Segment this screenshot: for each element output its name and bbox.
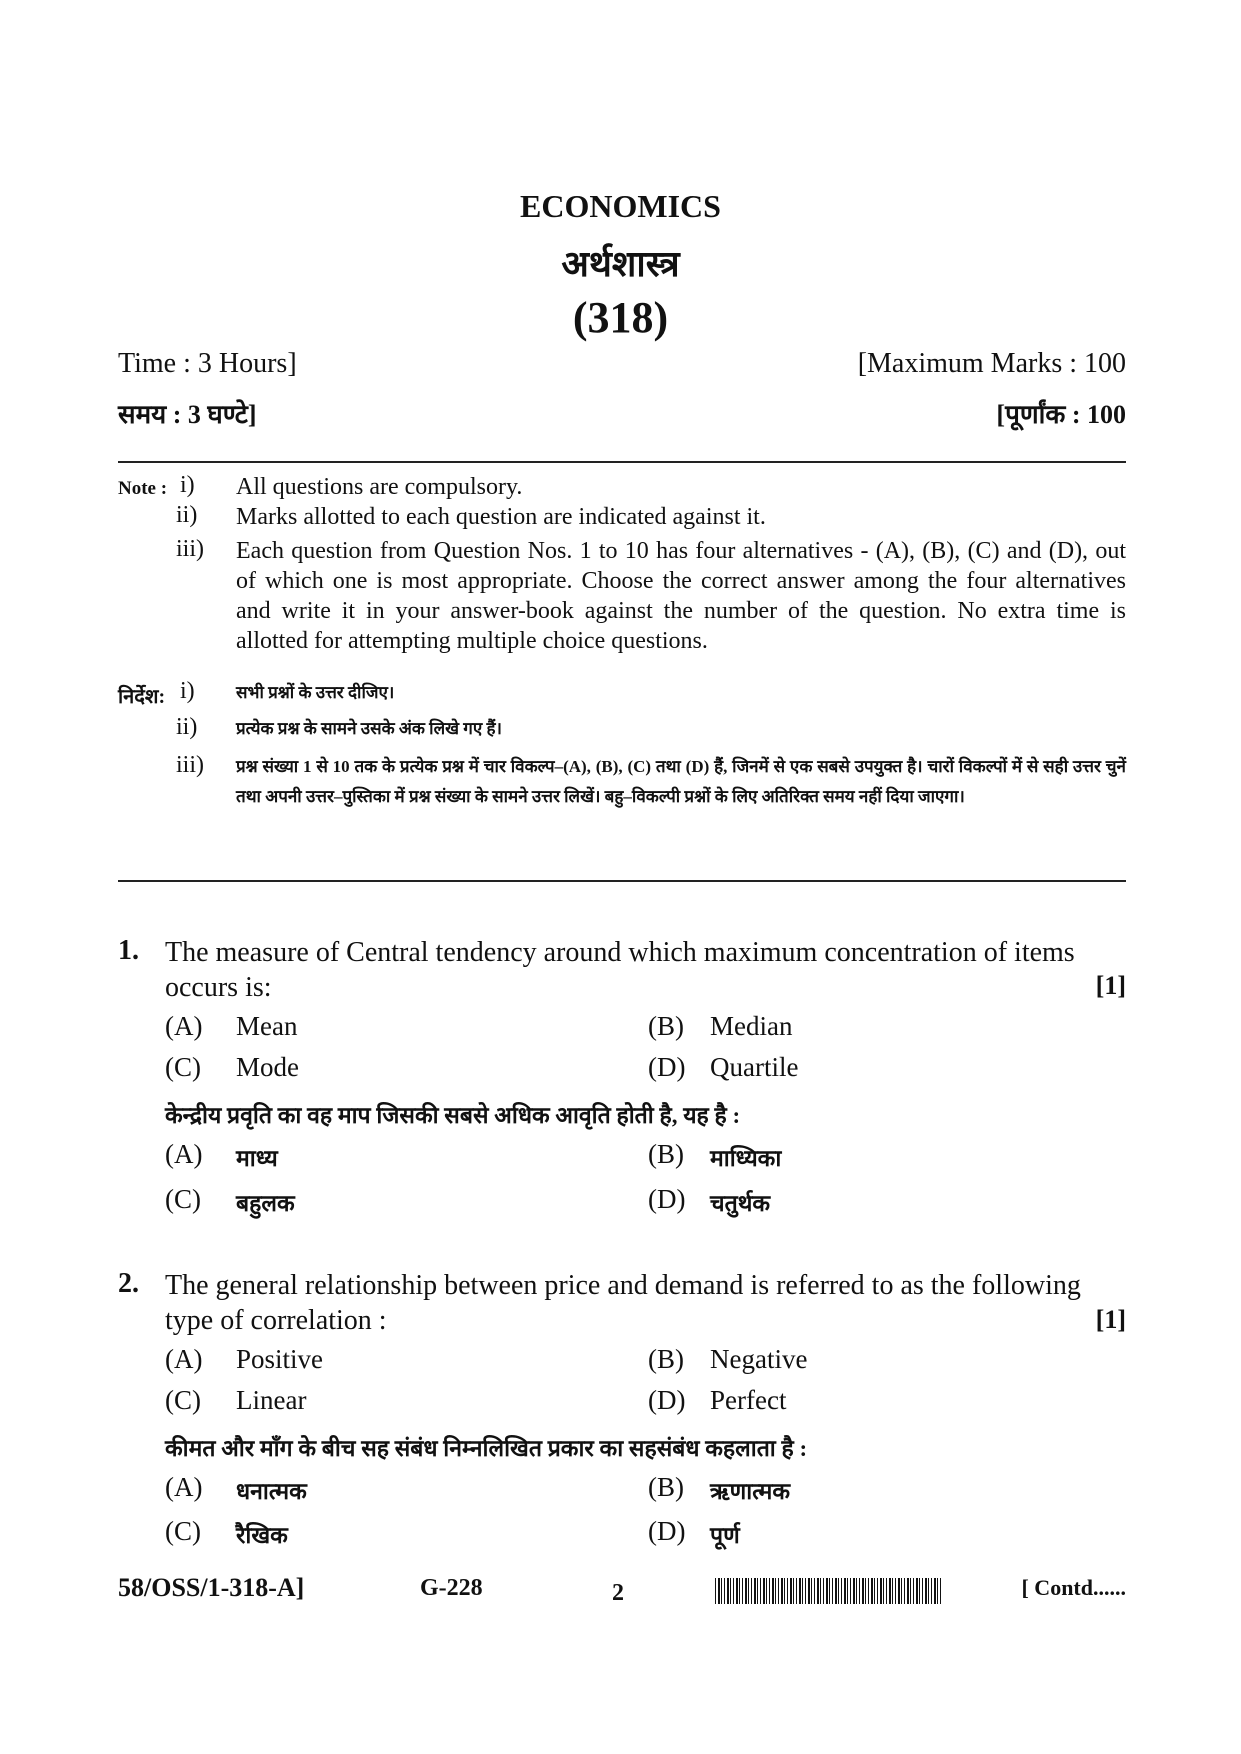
barcode-image	[715, 1578, 943, 1604]
note-text: Marks allotted to each question are indicated against it.	[236, 504, 766, 530]
question-text-hindi: केन्द्रीय प्रवृति का वह माप जिसकी सबसे अधिक आवृति होती है, यह है :	[165, 1103, 741, 1128]
time-hindi: समय : 3 घण्टे]	[118, 400, 257, 429]
max-marks-hindi: [पूर्णांक : 100	[996, 400, 1126, 429]
question-marks: [1]	[1095, 1305, 1126, 1334]
directions-label: निर्देश:	[118, 686, 166, 708]
note-text: All questions are compulsory.	[236, 474, 523, 500]
option-text: Negative	[710, 1344, 808, 1374]
option-letter: (A)	[165, 1139, 203, 1169]
subject-title-hindi: अर्थशास्त्र	[561, 244, 680, 284]
direction-text: सभी प्रश्नों के उत्तर दीजिए।	[236, 683, 395, 702]
max-marks-english: [Maximum Marks : 100	[857, 348, 1126, 379]
option-letter: (D)	[648, 1385, 686, 1415]
option-text: Mean	[236, 1011, 298, 1041]
subject-code: (318)	[572, 293, 669, 342]
option-text: पूर्ण	[710, 1523, 740, 1548]
option-text: Perfect	[710, 1385, 787, 1415]
option-text: Positive	[236, 1344, 324, 1374]
option-letter: (A)	[165, 1011, 203, 1041]
option-text: धनात्मक	[236, 1479, 307, 1504]
option-text: Linear	[236, 1385, 307, 1415]
option-letter: (D)	[648, 1052, 686, 1082]
question-marks: [1]	[1095, 971, 1126, 1000]
note-number: ii)	[176, 502, 198, 528]
direction-number: iii)	[176, 752, 204, 778]
question-number: 1.	[118, 935, 139, 966]
option-letter: (B)	[648, 1472, 684, 1502]
option-text: रैखिक	[236, 1523, 288, 1548]
option-letter: (D)	[648, 1516, 686, 1546]
option-letter: (A)	[165, 1472, 203, 1502]
option-text: ऋणात्मक	[710, 1479, 791, 1504]
page-number: 2	[612, 1580, 624, 1606]
option-text: बहुलक	[236, 1191, 295, 1216]
question-text-hindi: कीमत और माँग के बीच सह संबंध निम्नलिखित प्रकार का सहसंबंध कहलाता है :	[165, 1436, 808, 1461]
question-text-english: The general relationship between price and demand is referred to as the following type of correlation :	[165, 1270, 1081, 1336]
option-letter: (A)	[165, 1344, 203, 1374]
direction-text: प्रत्येक प्रश्न के सामने उसके अंक लिखे गए हैं।	[236, 719, 502, 738]
time-english: Time : 3 Hours]	[118, 348, 297, 379]
direction-number: i)	[180, 678, 195, 704]
option-text: Quartile	[710, 1052, 799, 1082]
note-text: Each question from Question Nos. 1 to 10 has four alternatives - (A), (B), (C) and (D), out of which one is most appropriate. Choose the correct answer among the four alternatives and write it in your answer-book against the number of the question. No extra time is allotted for attempting multiple choice questions.	[236, 538, 1126, 654]
direction-number: ii)	[176, 714, 198, 740]
series-code: G-228	[420, 1575, 483, 1601]
option-text: Mode	[236, 1052, 299, 1082]
option-letter: (D)	[648, 1184, 686, 1214]
continued-label: [ Contd......	[1021, 1575, 1126, 1600]
paper-code: 58/OSS/1-318-A]	[118, 1573, 305, 1602]
option-text: माध्य	[236, 1146, 278, 1171]
option-text: माध्यिका	[710, 1146, 782, 1171]
option-text: Median	[710, 1011, 793, 1041]
option-letter: (C)	[165, 1385, 201, 1415]
option-letter: (C)	[165, 1052, 201, 1082]
question-number: 2.	[118, 1268, 139, 1299]
option-letter: (B)	[648, 1011, 684, 1041]
top-divider	[118, 461, 1126, 463]
subject-title-english: ECONOMICS	[520, 188, 721, 224]
note-number: iii)	[176, 536, 204, 562]
bottom-divider	[118, 880, 1126, 882]
option-letter: (C)	[165, 1516, 201, 1546]
option-letter: (B)	[648, 1139, 684, 1169]
note-number: i)	[180, 472, 195, 498]
option-letter: (C)	[165, 1184, 201, 1214]
note-label: Note :	[118, 478, 168, 499]
direction-text: प्रश्न संख्या 1 से 10 तक के प्रत्येक प्रश्न में चार विकल्प–(A), (B), (C) तथा (D) हैं, जिनमें से एक सबसे उपयुक्त है। चारों विकल्पों में से सही उत्तर चुनें तथा अपनी उत्तर–पुस्तिका में प्रश्न संख्या के सामने उत्तर लिखें। बहु–विकल्पी प्रश्नों के लिए अतिरिक्त समय नहीं दिया जाएगा।	[236, 757, 1126, 806]
option-letter: (B)	[648, 1344, 684, 1374]
option-text: चतुर्थक	[710, 1191, 771, 1216]
question-text-english: The measure of Central tendency around which maximum concentration of items occurs is:	[165, 937, 1075, 1003]
